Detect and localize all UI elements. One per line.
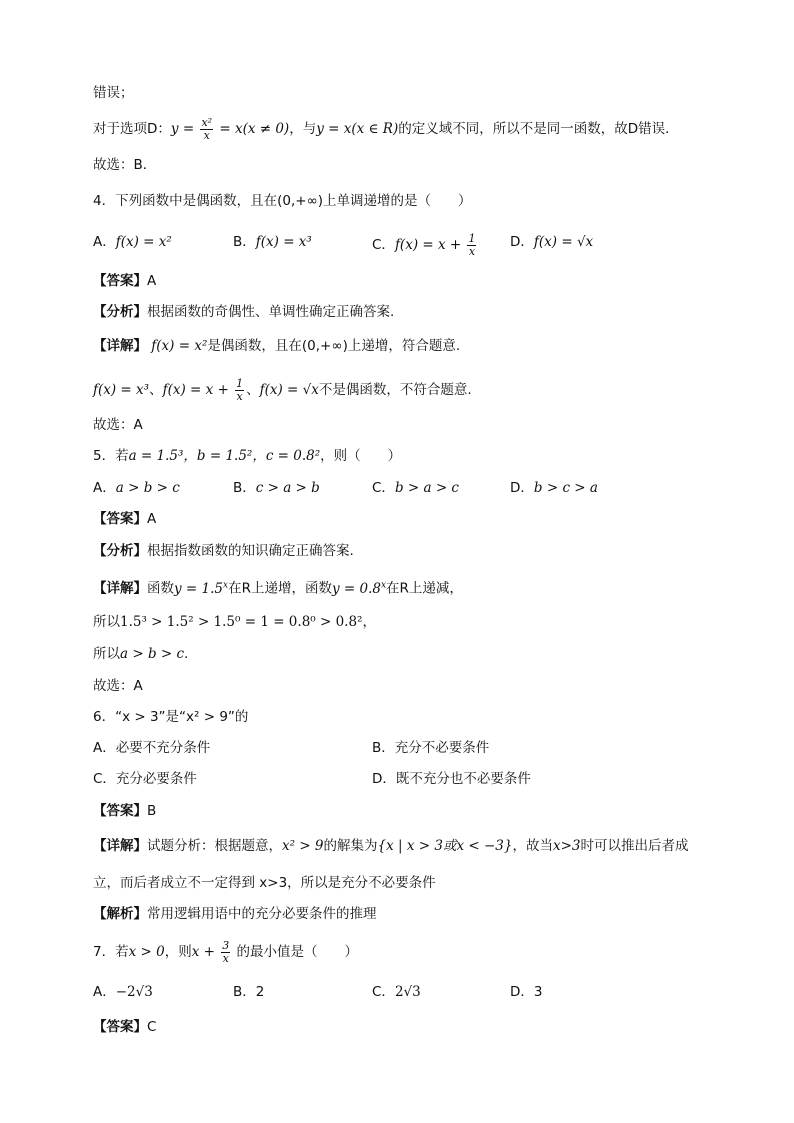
answer-line: 【答案】A [93, 273, 157, 289]
option-a: A．必要不充分条件 [93, 740, 211, 756]
answer-line: 【答案】A [93, 511, 157, 527]
answer-line: 【答案】C [93, 1019, 157, 1035]
math-expr: y = x(x ∈ R) [316, 121, 399, 137]
analysis-line: 【解析】常用逻辑用语中的充分必要条件的推理 [93, 906, 377, 922]
option-a: A．a > b > c [93, 480, 180, 496]
detail-line: f(x) = x³、f(x) = x + $\frac{1}{x}$ 、f(x) = √x不是偶函数，不符合题意. [93, 377, 472, 403]
analysis-line: 【分析】根据指数函数的知识确定正确答案. [93, 543, 354, 559]
text-line: 错误； [93, 85, 134, 101]
detail-line: 所以a > b > c. [93, 646, 189, 662]
select-line: 故选：A [93, 417, 143, 433]
option-b: B．c > a > b [233, 480, 320, 496]
option-c: C．b > a > c [372, 480, 459, 496]
text-line: 故选：B． [93, 157, 157, 173]
detail-line: 【详解】试题分析：根据题意，x² > 9的解集为{x | x > 3或x < −3}，故当x>3时可以推出后者成 [93, 838, 689, 854]
question-7: 7．若x > 0，则x + $\frac{3}{x}$ 的最小值是（ ） [93, 939, 359, 965]
option-d: D．3 [510, 984, 543, 1000]
option-c: C．2√3 [372, 984, 421, 1000]
detail-line: 所以1.5³ > 1.5² > 1.5⁰ = 1 = 0.8⁰ > 0.8²， [93, 614, 376, 630]
option-d: D．既不充分也不必要条件 [372, 771, 531, 787]
text-segment: 对于选项D： [93, 121, 171, 137]
text-line [93, 117, 679, 142]
option-b: B．充分不必要条件 [372, 740, 490, 756]
question-4: 4．下列函数中是偶函数，且在(0,+∞)上单调递增的是（ ） [93, 193, 472, 209]
question-6: 6．“x > 3”是“x² > 9”的 [93, 709, 249, 725]
option-a: A．−2√3 [93, 984, 153, 1000]
math-expr: y = $\frac{\text{x²}}{x}$ = x(x ≠ 0) [170, 116, 290, 142]
option-c: C．f(x) = x + $\frac{1}{x}$ [372, 232, 476, 258]
select-line: 故选：A [93, 678, 143, 694]
option-d: D．b > c > a [510, 480, 598, 496]
option-b: B．f(x) = x³ [233, 234, 312, 250]
option-a: A．f(x) = x² [93, 234, 172, 250]
detail-line: 【详解】 f(x) = x²是偶函数，且在(0,+∞)上递增，符合题意. [93, 338, 461, 354]
text-segment: 的定义域不同，所以不是同一函数，故D错误． [398, 121, 679, 137]
detail-line: 【详解】函数$y = 1.5^x$在R上递增，函数$y = 0.8^x$在R上递减， [93, 580, 463, 597]
detail-line: 立，而后者成立不一定得到 x>3，所以是充分不必要条件 [93, 875, 436, 891]
question-5: 5．若a = 1.5³，b = 1.5²，c = 0.8²，则（ ） [93, 448, 402, 464]
answer-line: 【答案】B [93, 803, 157, 819]
option-b: B．2 [233, 984, 265, 1000]
option-c: C．充分必要条件 [93, 771, 197, 787]
analysis-line: 【分析】根据函数的奇偶性、单调性确定正确答案. [93, 304, 395, 320]
option-d: D．f(x) = √x [510, 234, 594, 250]
text-segment: ，与 [289, 121, 317, 137]
